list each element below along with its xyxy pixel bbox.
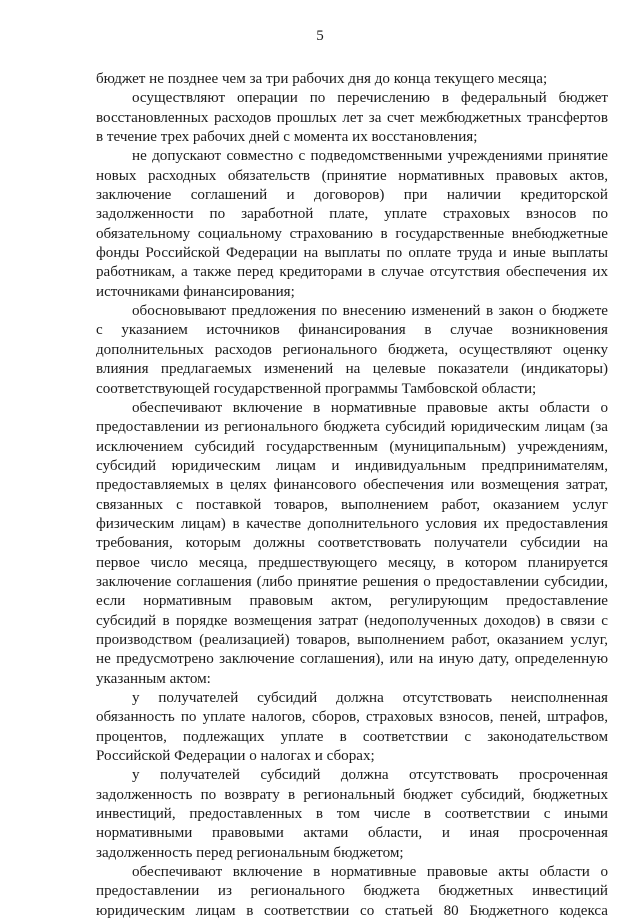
- page-number: 5: [316, 28, 324, 44]
- text-line: предоставлении из регионального бюджета субсидий юридическим лицам (за: [96, 419, 608, 436]
- text-line: влияния предлагаемых изменений на целевые показатели (индикаторы): [96, 361, 608, 378]
- text-line: инвестиций, предоставленных в том числе в соответствии с иными: [96, 806, 608, 823]
- paragraph: [96, 70, 608, 89]
- text-line: задолженность по возврату в региональный бюджет субсидий, бюджетных: [96, 786, 608, 803]
- text-line: обеспечивают включение в нормативные правовые акты области о: [132, 399, 608, 416]
- document-body: [96, 70, 608, 921]
- text-line: задолженности по заработной плате, уплате страховых взносов по: [96, 206, 608, 223]
- text-line: заключение соглашения (либо принятие решения о предоставлении субсидии,: [96, 573, 608, 590]
- text-line: требования, которым должны соответствовать получатели субсидии на: [96, 535, 608, 552]
- text-line: первое число месяца, предшествующего месяцу, в котором планируется: [96, 554, 608, 571]
- text-line: субсидий юридическим лицам и индивидуальным предпринимателям,: [96, 457, 608, 474]
- paragraph: [96, 302, 608, 399]
- paragraph: [96, 766, 608, 863]
- text-line: обязательному социальному страхованию в государственные внебюджетные: [96, 225, 608, 242]
- text-line: источниками финансирования;: [96, 283, 295, 300]
- text-line: обеспечивают включение в нормативные правовые акты области о: [132, 864, 608, 881]
- text-line: субсидий в порядке возмещения затрат (недополученных доходов) в связи с: [96, 612, 608, 629]
- text-line: восстановленных расходов прошлых лет за счет межбюджетных трансфертов: [96, 109, 608, 126]
- paragraph: [96, 689, 608, 766]
- text-line: осуществляют операции по перечислению в федеральный бюджет: [132, 90, 608, 107]
- paragraph: [96, 147, 608, 302]
- text-line: не допускают совместно с подведомственными учреждениями принятие: [132, 148, 608, 165]
- text-line: связанных с поставкой товаров, выполнением работ, оказанием услуг: [96, 496, 608, 513]
- text-line: производством (реализацией) товаров, выполнением работ, оказанием услуг,: [96, 631, 608, 648]
- text-line: обосновывают предложения по внесению изменений в закон о бюджете: [132, 303, 608, 320]
- text-line: физическим лицам) в качестве дополнительного условия их предоставления: [96, 515, 608, 532]
- text-line: предоставляемых в целях финансового обеспечения или возмещения затрат,: [96, 477, 608, 494]
- text-line: указанным актом:: [96, 670, 211, 687]
- text-line: дополнительных расходов регионального бюджета, осуществляют оценку: [96, 341, 608, 358]
- text-line: новых расходных обязательств (принятие нормативных правовых актов,: [96, 167, 608, 184]
- paragraph: [96, 399, 608, 689]
- text-line: бюджет не позднее чем за три рабочих дня до конца текущего месяца;: [96, 71, 548, 87]
- text-line: заключение соглашений и договоров) при наличии кредиторской: [96, 187, 608, 204]
- text-line: обязанность по уплате налогов, сборов, страховых взносов, пеней, штрафов,: [96, 709, 608, 726]
- text-line: Российской Федерации о налогах и сборах;: [96, 748, 375, 765]
- text-line: работникам, а также перед кредиторами в случае отсутствия обеспечения их: [96, 264, 608, 281]
- text-line: если нормативным правовым актом, регулирующим предоставление: [96, 593, 608, 610]
- text-line: фонды Российской Федерации на выплаты по оплате труда и иные выплаты: [96, 245, 608, 262]
- text-line: процентов, подлежащих уплате в соответствии с законодательством: [96, 728, 608, 745]
- text-line: нормативными правовыми актами области, и иная просроченная: [96, 825, 608, 842]
- text-line: с указанием источников финансирования в случае возникновения: [96, 322, 608, 339]
- paragraph: [96, 863, 608, 921]
- text-line: юридическим лицам в соответствии со статьей 80 Бюджетного кодекса: [96, 902, 608, 919]
- paragraph: [96, 89, 608, 147]
- text-line: не предусмотрено заключение соглашения), или на иную дату, определенную: [96, 651, 608, 668]
- text-line: предоставлении из регионального бюджета бюджетных инвестиций: [96, 883, 608, 900]
- text-line: в течение трех рабочих дней с момента их восстановления;: [96, 129, 478, 146]
- text-line: у получателей субсидий должна отсутствовать просроченная: [132, 767, 608, 784]
- text-line: задолженность перед региональным бюджетом;: [96, 844, 404, 861]
- text-line: у получателей субсидий должна отсутствовать неисполненная: [132, 690, 608, 706]
- text-line: соответствующей государственной программы Тамбовской области;: [96, 380, 537, 397]
- text-line: исключением субсидий государственным (муниципальным) учреждениям,: [96, 438, 608, 455]
